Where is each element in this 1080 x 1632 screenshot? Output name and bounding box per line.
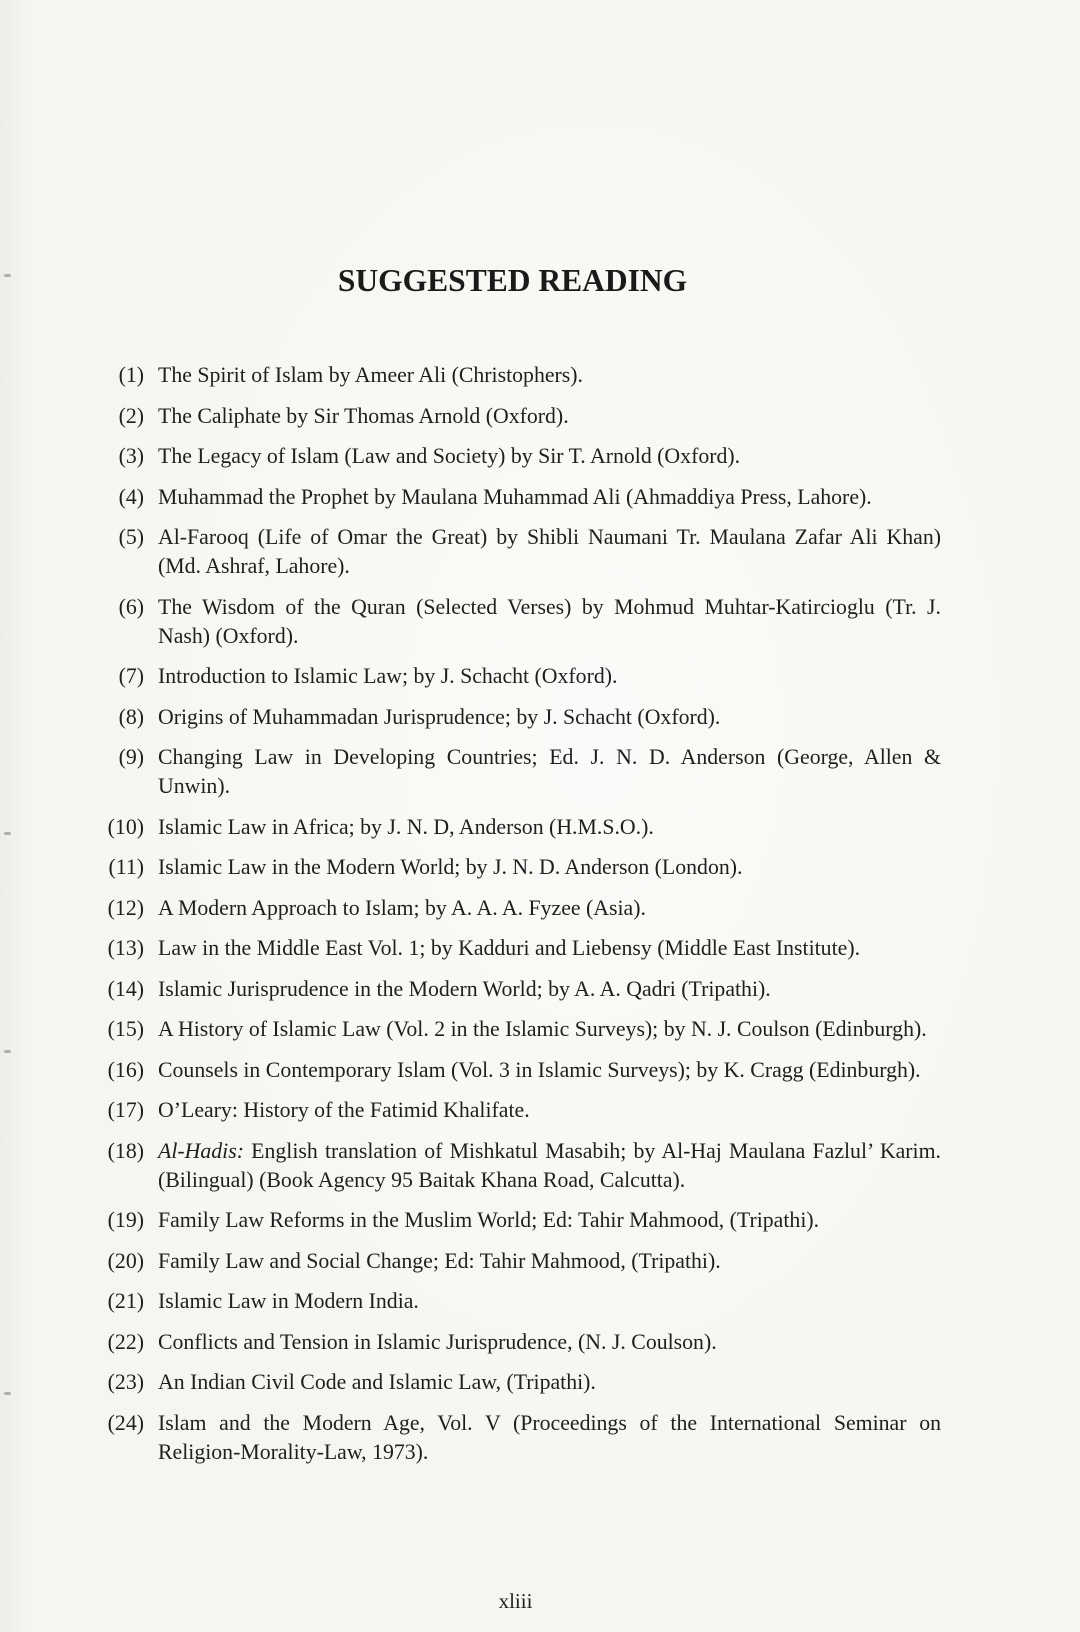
reading-item [0, 442, 1080, 471]
reading-text [158, 894, 941, 923]
reading-item [0, 743, 1080, 801]
reading-line: Origins of Muhammadan Jurisprudence; by J. Schacht (Oxford). [158, 704, 721, 729]
reading-text [158, 1328, 941, 1357]
reading-line: Nash) (Oxford). [158, 623, 299, 648]
reading-line: The Spirit of Islam by Ameer Ali (Christophers). [158, 363, 583, 387]
reading-number: (8) [118, 704, 144, 729]
reading-item [0, 813, 1080, 842]
reading-line: The Wisdom of the Quran (Selected Verses) by Mohmud Muhtar-Katircioglu (Tr. J. [158, 594, 941, 619]
reading-line: Islamic Law in the Modern World; by J. N. D. Anderson (London). [158, 855, 743, 879]
reading-item [0, 703, 1080, 732]
reading-item [0, 934, 1080, 963]
reading-text [158, 1206, 941, 1235]
reading-item [0, 1287, 1080, 1316]
reading-line: Islamic Law in Africa; by J. N. D, Anderson (H.M.S.O.). [158, 814, 654, 839]
reading-text [158, 1137, 941, 1195]
reading-number: (5) [118, 525, 144, 549]
reading-item [0, 1409, 1080, 1467]
reading-text [158, 593, 941, 651]
reading-line: An Indian Civil Code and Islamic Law, (Tripathi). [158, 1370, 596, 1394]
reading-item [0, 1056, 1080, 1085]
reading-item [0, 361, 1080, 390]
reading-line-segment: English translation of Mishkatul Masabih; by Al-Haj Maulana Fazlul’ Karim. [243, 1138, 941, 1163]
reading-line: A History of Islamic Law (Vol. 2 in the Islamic Surveys); by N. J. Coulson (Edinburgh). [158, 1017, 927, 1041]
reading-item [0, 1137, 1080, 1195]
reading-item [0, 1206, 1080, 1235]
reading-text [158, 1409, 941, 1467]
reading-number: (12) [107, 895, 144, 920]
reading-italic-title: Al-Hadis: [158, 1138, 244, 1163]
page-title: SUGGESTED READING [337, 263, 688, 298]
reading-text [158, 1056, 941, 1085]
reading-line: (Md. Ashraf, Lahore). [158, 554, 350, 578]
reading-number: (2) [118, 403, 144, 428]
reading-line: Islam and the Modern Age, Vol. V (Proceedings of the International Seminar on [158, 1410, 941, 1435]
reading-line: (Bilingual) (Book Agency 95 Baitak Khana Road, Calcutta). [158, 1167, 686, 1192]
reading-text [158, 662, 941, 691]
reading-line: Muhammad the Prophet by Maulana Muhammad Ali (Ahmaddiya Press, Lahore). [158, 484, 872, 509]
reading-item [0, 402, 1080, 431]
reading-text [158, 975, 941, 1004]
reading-item [0, 1247, 1080, 1276]
reading-line: Introduction to Islamic Law; by J. Schacht (Oxford). [158, 664, 618, 688]
reading-line: Law in the Middle East Vol. 1; by Kadduri and Liebensy (Middle East Institute). [158, 936, 861, 960]
reading-number: (23) [107, 1370, 144, 1394]
reading-number: (20) [107, 1248, 144, 1273]
reading-line: Conflicts and Tension in Islamic Jurisprudence, (N. J. Coulson). [158, 1329, 717, 1354]
reading-text [158, 442, 941, 471]
reading-text [158, 483, 941, 512]
reading-line: Family Law Reforms in the Muslim World; Ed: Tahir Mahmood, (Tripathi). [158, 1208, 820, 1232]
reading-text [158, 1287, 941, 1316]
reading-item [0, 1328, 1080, 1357]
reading-number: (11) [108, 855, 144, 879]
reading-number: (18) [107, 1138, 144, 1163]
reading-text [158, 934, 941, 963]
reading-number: (10) [107, 814, 144, 839]
reading-item [0, 593, 1080, 651]
reading-text [158, 1368, 941, 1397]
reading-line: O’Leary: History of the Fatimid Khalifate. [158, 1098, 530, 1122]
reading-line: The Caliphate by Sir Thomas Arnold (Oxford). [158, 403, 569, 428]
reading-number: (4) [118, 484, 144, 509]
reading-text [158, 1015, 941, 1044]
reading-item [0, 483, 1080, 512]
reading-number: (24) [107, 1410, 144, 1435]
reading-line: Islamic Jurisprudence in the Modern World; by A. A. Qadri (Tripathi). [158, 976, 771, 1001]
reading-text [158, 853, 941, 882]
reading-text [158, 743, 941, 801]
reading-text [158, 1096, 941, 1125]
reading-line: Changing Law in Developing Countries; Ed. J. N. D. Anderson (George, Allen & [158, 745, 941, 769]
reading-item [0, 1096, 1080, 1125]
reading-number: (1) [118, 363, 144, 387]
reading-text [158, 813, 941, 842]
reading-number: (3) [118, 444, 144, 468]
reading-line: Islamic Law in Modern India. [158, 1289, 419, 1313]
page-number: xliii [498, 1589, 533, 1613]
reading-item [0, 975, 1080, 1004]
reading-number: (6) [118, 594, 144, 619]
reading-line: Counsels in Contemporary Islam (Vol. 3 in Islamic Surveys); by K. Cragg (Edinburgh). [158, 1057, 921, 1082]
reading-number: (22) [107, 1329, 144, 1354]
reading-item [0, 853, 1080, 882]
reading-number: (21) [107, 1289, 144, 1313]
reading-number: (9) [118, 745, 144, 769]
reading-line: Family Law and Social Change; Ed: Tahir Mahmood, (Tripathi). [158, 1248, 721, 1273]
reading-text [158, 523, 941, 581]
reading-line: Al-Farooq (Life of Omar the Great) by Shibli Naumani Tr. Maulana Zafar Ali Khan) [158, 525, 941, 549]
reading-text [158, 703, 941, 732]
reading-text [158, 402, 941, 431]
reading-item [0, 1368, 1080, 1397]
reading-line: Unwin). [158, 774, 231, 798]
reading-number: (14) [107, 976, 144, 1001]
reading-item [0, 662, 1080, 691]
reading-line: The Legacy of Islam (Law and Society) by Sir T. Arnold (Oxford). [158, 444, 741, 468]
reading-text [158, 361, 941, 390]
reading-line: A Modern Approach to Islam; by A. A. A. Fyzee (Asia). [158, 895, 646, 920]
reading-line [158, 1137, 941, 1166]
reading-text [158, 1247, 941, 1276]
reading-number: (16) [107, 1057, 144, 1082]
reading-item [0, 894, 1080, 923]
reading-number: (17) [107, 1098, 144, 1122]
reading-item [0, 1015, 1080, 1044]
reading-number: (15) [107, 1017, 144, 1041]
reading-number: (13) [107, 936, 144, 960]
reading-number: (19) [107, 1208, 144, 1232]
reading-item [0, 523, 1080, 581]
reading-line: Religion-Morality-Law, 1973). [158, 1439, 429, 1464]
reading-number: (7) [118, 664, 144, 688]
suggested-reading-list [0, 361, 1080, 1478]
